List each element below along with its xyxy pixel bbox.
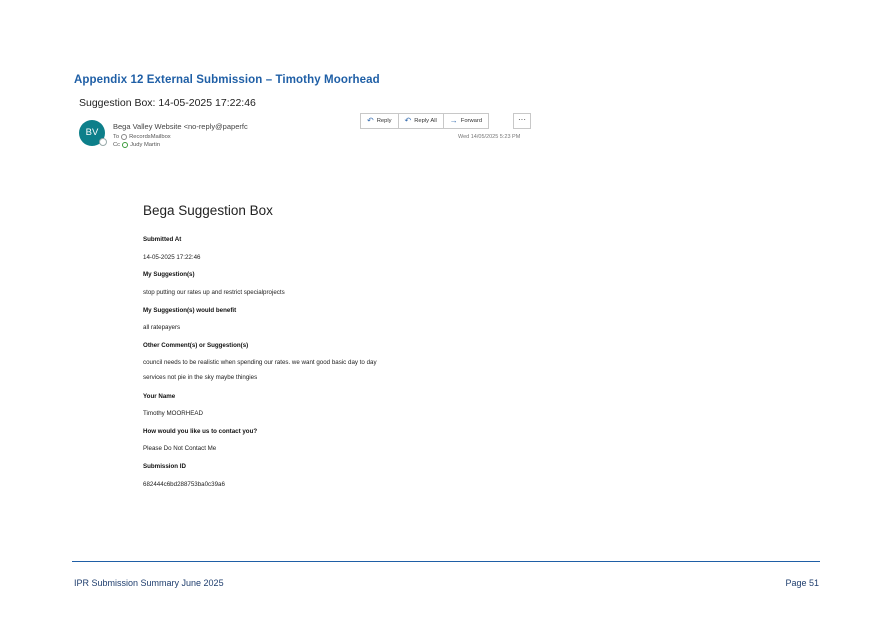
forward-label: Forward bbox=[460, 118, 483, 124]
field-label: How would you like us to contact you? bbox=[143, 428, 258, 435]
cc-label: Cc bbox=[113, 142, 121, 148]
email-action-bar bbox=[360, 113, 489, 129]
field-label: Submission ID bbox=[143, 463, 186, 470]
field-label: Submitted At bbox=[143, 236, 182, 243]
field-value: Please Do Not Contact Me bbox=[143, 445, 217, 452]
field-value: 682444c6bd288753ba0c39a6 bbox=[143, 481, 225, 488]
to-recipient[interactable]: RecordsMailbox bbox=[129, 134, 171, 140]
field-value: all ratepayers bbox=[143, 324, 181, 331]
field-value-continued: services not pie in the sky maybe thingies bbox=[143, 374, 258, 381]
forward-icon: → bbox=[449, 116, 458, 125]
field-value: Timothy MOORHEAD bbox=[143, 410, 203, 417]
field-label: My Suggestion(s) would benefit bbox=[143, 307, 237, 314]
reply-all-label: Reply All bbox=[414, 118, 437, 124]
reply-label: Reply bbox=[376, 118, 392, 124]
to-label: To bbox=[113, 134, 120, 140]
presence-available-icon bbox=[122, 142, 128, 148]
field-label: Your Name bbox=[143, 393, 176, 400]
field-label: My Suggestion(s) bbox=[143, 271, 195, 278]
sender-avatar: BV bbox=[79, 120, 105, 146]
page-heading: Appendix 12 External Submission – Timothy Moorhead bbox=[74, 74, 380, 86]
email-subject: Suggestion Box: 14-05-2025 17:22:46 bbox=[79, 97, 256, 109]
field-value: council needs to be realistic when spending our rates. we want good basic day to day bbox=[143, 359, 377, 366]
cc-row bbox=[113, 142, 160, 148]
cc-recipient[interactable]: Judy Martin bbox=[130, 142, 161, 148]
field-label: Other Comment(s) or Suggestion(s) bbox=[143, 342, 249, 349]
recipient-status-icon bbox=[121, 134, 127, 140]
footer-title: IPR Submission Summary June 2025 bbox=[74, 578, 224, 588]
reply-all-button[interactable] bbox=[399, 113, 444, 129]
form-title: Bega Suggestion Box bbox=[143, 203, 273, 218]
field-value: 14-05-2025 17:22:46 bbox=[143, 254, 201, 261]
footer-divider bbox=[72, 561, 820, 562]
reply-all-icon: ↶ bbox=[404, 116, 412, 125]
reply-button[interactable] bbox=[360, 113, 399, 129]
sender-name: Bega Valley Website <no-reply@paperfc bbox=[113, 122, 248, 131]
field-value: stop putting our rates up and restrict specialprojects bbox=[143, 289, 285, 296]
presence-icon bbox=[99, 138, 107, 146]
more-actions-button[interactable]: ··· bbox=[513, 113, 531, 129]
reply-icon: ↶ bbox=[367, 116, 374, 125]
forward-button[interactable] bbox=[444, 113, 489, 129]
to-row bbox=[113, 134, 171, 140]
page-number: Page 51 bbox=[785, 578, 819, 588]
email-date: Wed 14/05/2025 5:23 PM bbox=[458, 134, 521, 140]
